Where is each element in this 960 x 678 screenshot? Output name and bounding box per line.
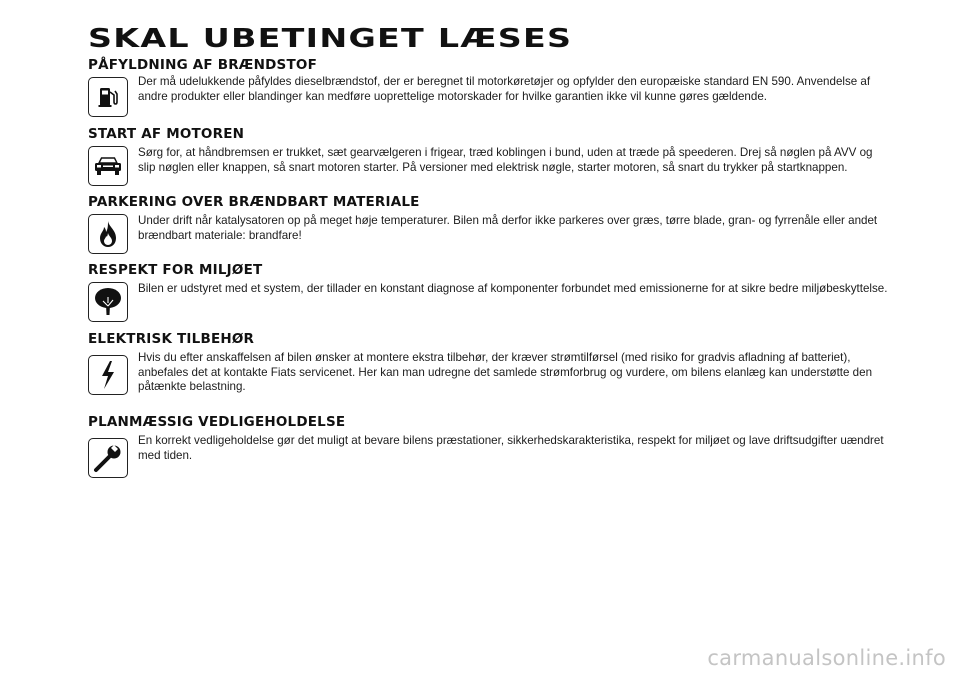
section-parking: [88, 194, 888, 243]
lightning-icon: [88, 355, 128, 395]
section-text: Under drift når katalysatoren op på meget høje temperaturer. Bilen må derfor ikke parkeres over græs, tørre blade, gran- og fyrrenåle eller andet brændbart materiale: brandfare!: [138, 214, 878, 242]
section-heading: PARKERING OVER BRÆNDBART MATERIALE: [88, 194, 420, 210]
section-text: Hvis du efter anskaffelsen af bilen ønsker at montere ekstra tilbehør, der kræver strømtilførsel (med risiko for gradvis afladning af batteriet), anbefales det at kontakte Fiats servicenet. Her kan man udregne det samlede strømforbrug og vurdere, om bilens elanlæg kan understøtte den påtænkte belastning.: [138, 351, 873, 393]
section-heading: PÅFYLDNING AF BRÆNDSTOF: [88, 57, 317, 73]
wrench-icon: [88, 438, 128, 478]
tree-icon: [88, 282, 128, 322]
fuel-pump-icon: [88, 77, 128, 117]
section-heading: PLANMÆSSIG VEDLIGEHOLDELSE: [88, 414, 346, 430]
section-text: Der må udelukkende påfyldes dieselbrændstof, der er beregnet til motorkøretøjer og opfylder den europæiske standard EN 590. Anvendelse af andre produkter eller blandinger kan medføre uoprettelige motorskader for hvilke garantien ikke vil kunne gøres gældende.: [138, 75, 871, 103]
section-maintenance: [88, 414, 888, 463]
page-title: SKAL UBETINGET LÆSES: [88, 24, 573, 54]
flame-icon: [88, 214, 128, 254]
section-text: En korrekt vedligeholdelse gør det muligt at bevare bilens præstationer, sikkerhedskarakteristika, respekt for miljøet og lave driftsudgifter uændret med tiden.: [138, 434, 884, 462]
section-heading: START AF MOTOREN: [88, 126, 245, 142]
section-heading: RESPEKT FOR MILJØET: [88, 262, 263, 278]
section-heading: ELEKTRISK TILBEHØR: [88, 331, 255, 347]
section-engine-start: [88, 126, 888, 175]
car-icon: [88, 146, 128, 186]
section-text: Bilen er udstyret med et system, der tillader en konstant diagnose af komponenter forbundet med emissionerne for at sikre bedre miljøbeskyttelse.: [138, 282, 888, 295]
section-fuel: [88, 57, 888, 104]
section-environment: [88, 262, 888, 297]
watermark: carmanualsonline.info: [707, 646, 946, 670]
section-electrical: [88, 331, 888, 395]
section-text: Sørg for, at håndbremsen er trukket, sæt gearvælgeren i frigear, træd koblingen i bund, uden at træde på speederen. Drej så nøglen på AVV og slip nøglen eller knappen, så snart motoren starter. På versioner med elektrisk nøgle, starter motoren, så snart du trykker på startknappen.: [138, 146, 873, 174]
